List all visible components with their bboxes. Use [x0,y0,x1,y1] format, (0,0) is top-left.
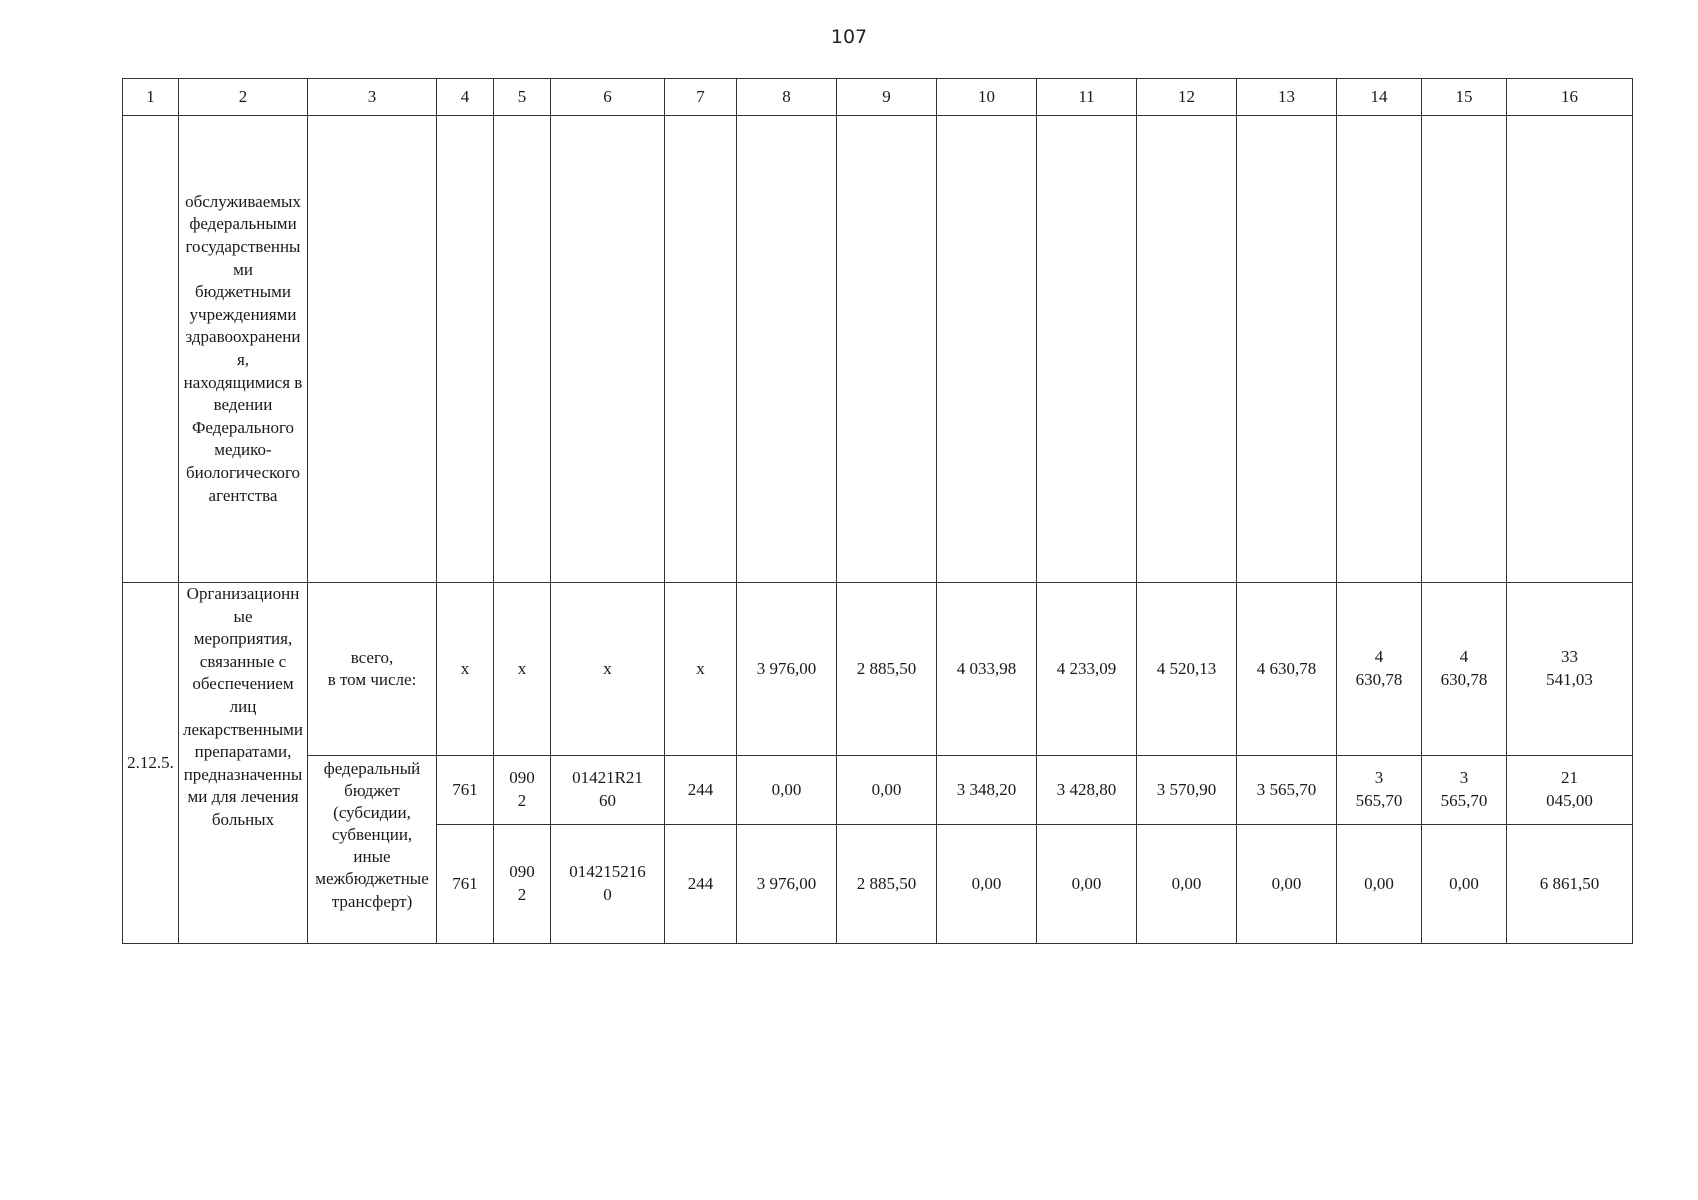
column-number: 13 [1237,79,1337,116]
table-cell: 4 520,13 [1137,583,1237,756]
column-number: 10 [937,79,1037,116]
column-number: 2 [179,79,308,116]
empty-cell [123,116,179,583]
budget-table [122,78,1633,944]
table-cell: 0,00 [837,756,937,825]
column-number: 12 [1137,79,1237,116]
table-cell: х [551,583,665,756]
table-cell: 0,00 [1337,825,1422,944]
table-cell: 3 565,70 [1337,756,1422,825]
column-number: 16 [1507,79,1633,116]
table-cell: х [665,583,737,756]
table-cell: 33 541,03 [1507,583,1633,756]
table-cell: 4 630,78 [1337,583,1422,756]
table-cell: 3 570,90 [1137,756,1237,825]
table-row-federal [123,756,1633,825]
table-cell: 0,00 [1422,825,1507,944]
empty-cell [665,116,737,583]
table-cell: 3 565,70 [1237,756,1337,825]
table-cell: 244 [665,756,737,825]
page-number: 107 [830,26,868,48]
column-number: 3 [308,79,437,116]
empty-cell [494,116,551,583]
table-cell: 761 [437,825,494,944]
table-cell: 761 [437,756,494,825]
empty-cell [1137,116,1237,583]
table-cell: 2 885,50 [837,825,937,944]
table-cell: 21 045,00 [1507,756,1633,825]
empty-cell [437,116,494,583]
empty-cell [308,116,437,583]
empty-cell [1337,116,1422,583]
column-number: 15 [1422,79,1507,116]
column-number: 7 [665,79,737,116]
table-cell: 3 976,00 [737,825,837,944]
empty-cell [1422,116,1507,583]
table-cell: 3 565,70 [1422,756,1507,825]
continuation-name-cell: обслуживаемых федеральными государственными бюджетными учреждениями здравоохранения, находящимися в ведении Федерального медико-биологического агентства [179,116,308,583]
column-number: 9 [837,79,937,116]
column-number: 5 [494,79,551,116]
table-cell: 0,00 [937,825,1037,944]
empty-cell [937,116,1037,583]
funding-source-cell: федеральный бюджет (субсидии, субвенции, иные межбюджетные трансферт) [308,756,437,944]
table-cell: 3 976,00 [737,583,837,756]
table-cell: 0,00 [1037,825,1137,944]
table-cell: 014215216 0 [551,825,665,944]
column-number: 14 [1337,79,1422,116]
column-number: 4 [437,79,494,116]
table-cell: 0,00 [737,756,837,825]
item-number-cell: 2.12.5. [123,583,179,944]
table-cell: 01421R21 60 [551,756,665,825]
table-cell: 244 [665,825,737,944]
continuation-row [123,116,1633,583]
table-cell: 3 428,80 [1037,756,1137,825]
table-cell: 4 630,78 [1422,583,1507,756]
table-cell: 4 233,09 [1037,583,1137,756]
empty-cell [1237,116,1337,583]
funding-source-cell: всего, в том числе: [308,583,437,756]
empty-cell [737,116,837,583]
table-cell: 6 861,50 [1507,825,1633,944]
empty-cell [551,116,665,583]
item-name-cell: Организационные мероприятия, связанные с обеспечением лиц лекарственными препаратами, предназначенными для лечения больных [179,583,308,944]
column-number: 8 [737,79,837,116]
table-cell: 4 630,78 [1237,583,1337,756]
table-cell: 090 2 [494,825,551,944]
column-number: 6 [551,79,665,116]
table-cell: х [437,583,494,756]
empty-cell [837,116,937,583]
table-row-total [123,583,1633,756]
column-number-row [123,79,1633,116]
empty-cell [1037,116,1137,583]
empty-cell [1507,116,1633,583]
table-cell: 090 2 [494,756,551,825]
table-cell: 3 348,20 [937,756,1037,825]
table-cell: 0,00 [1237,825,1337,944]
column-number: 1 [123,79,179,116]
table-cell: 4 033,98 [937,583,1037,756]
table-cell: х [494,583,551,756]
column-number: 11 [1037,79,1137,116]
table-cell: 2 885,50 [837,583,937,756]
table-cell: 0,00 [1137,825,1237,944]
